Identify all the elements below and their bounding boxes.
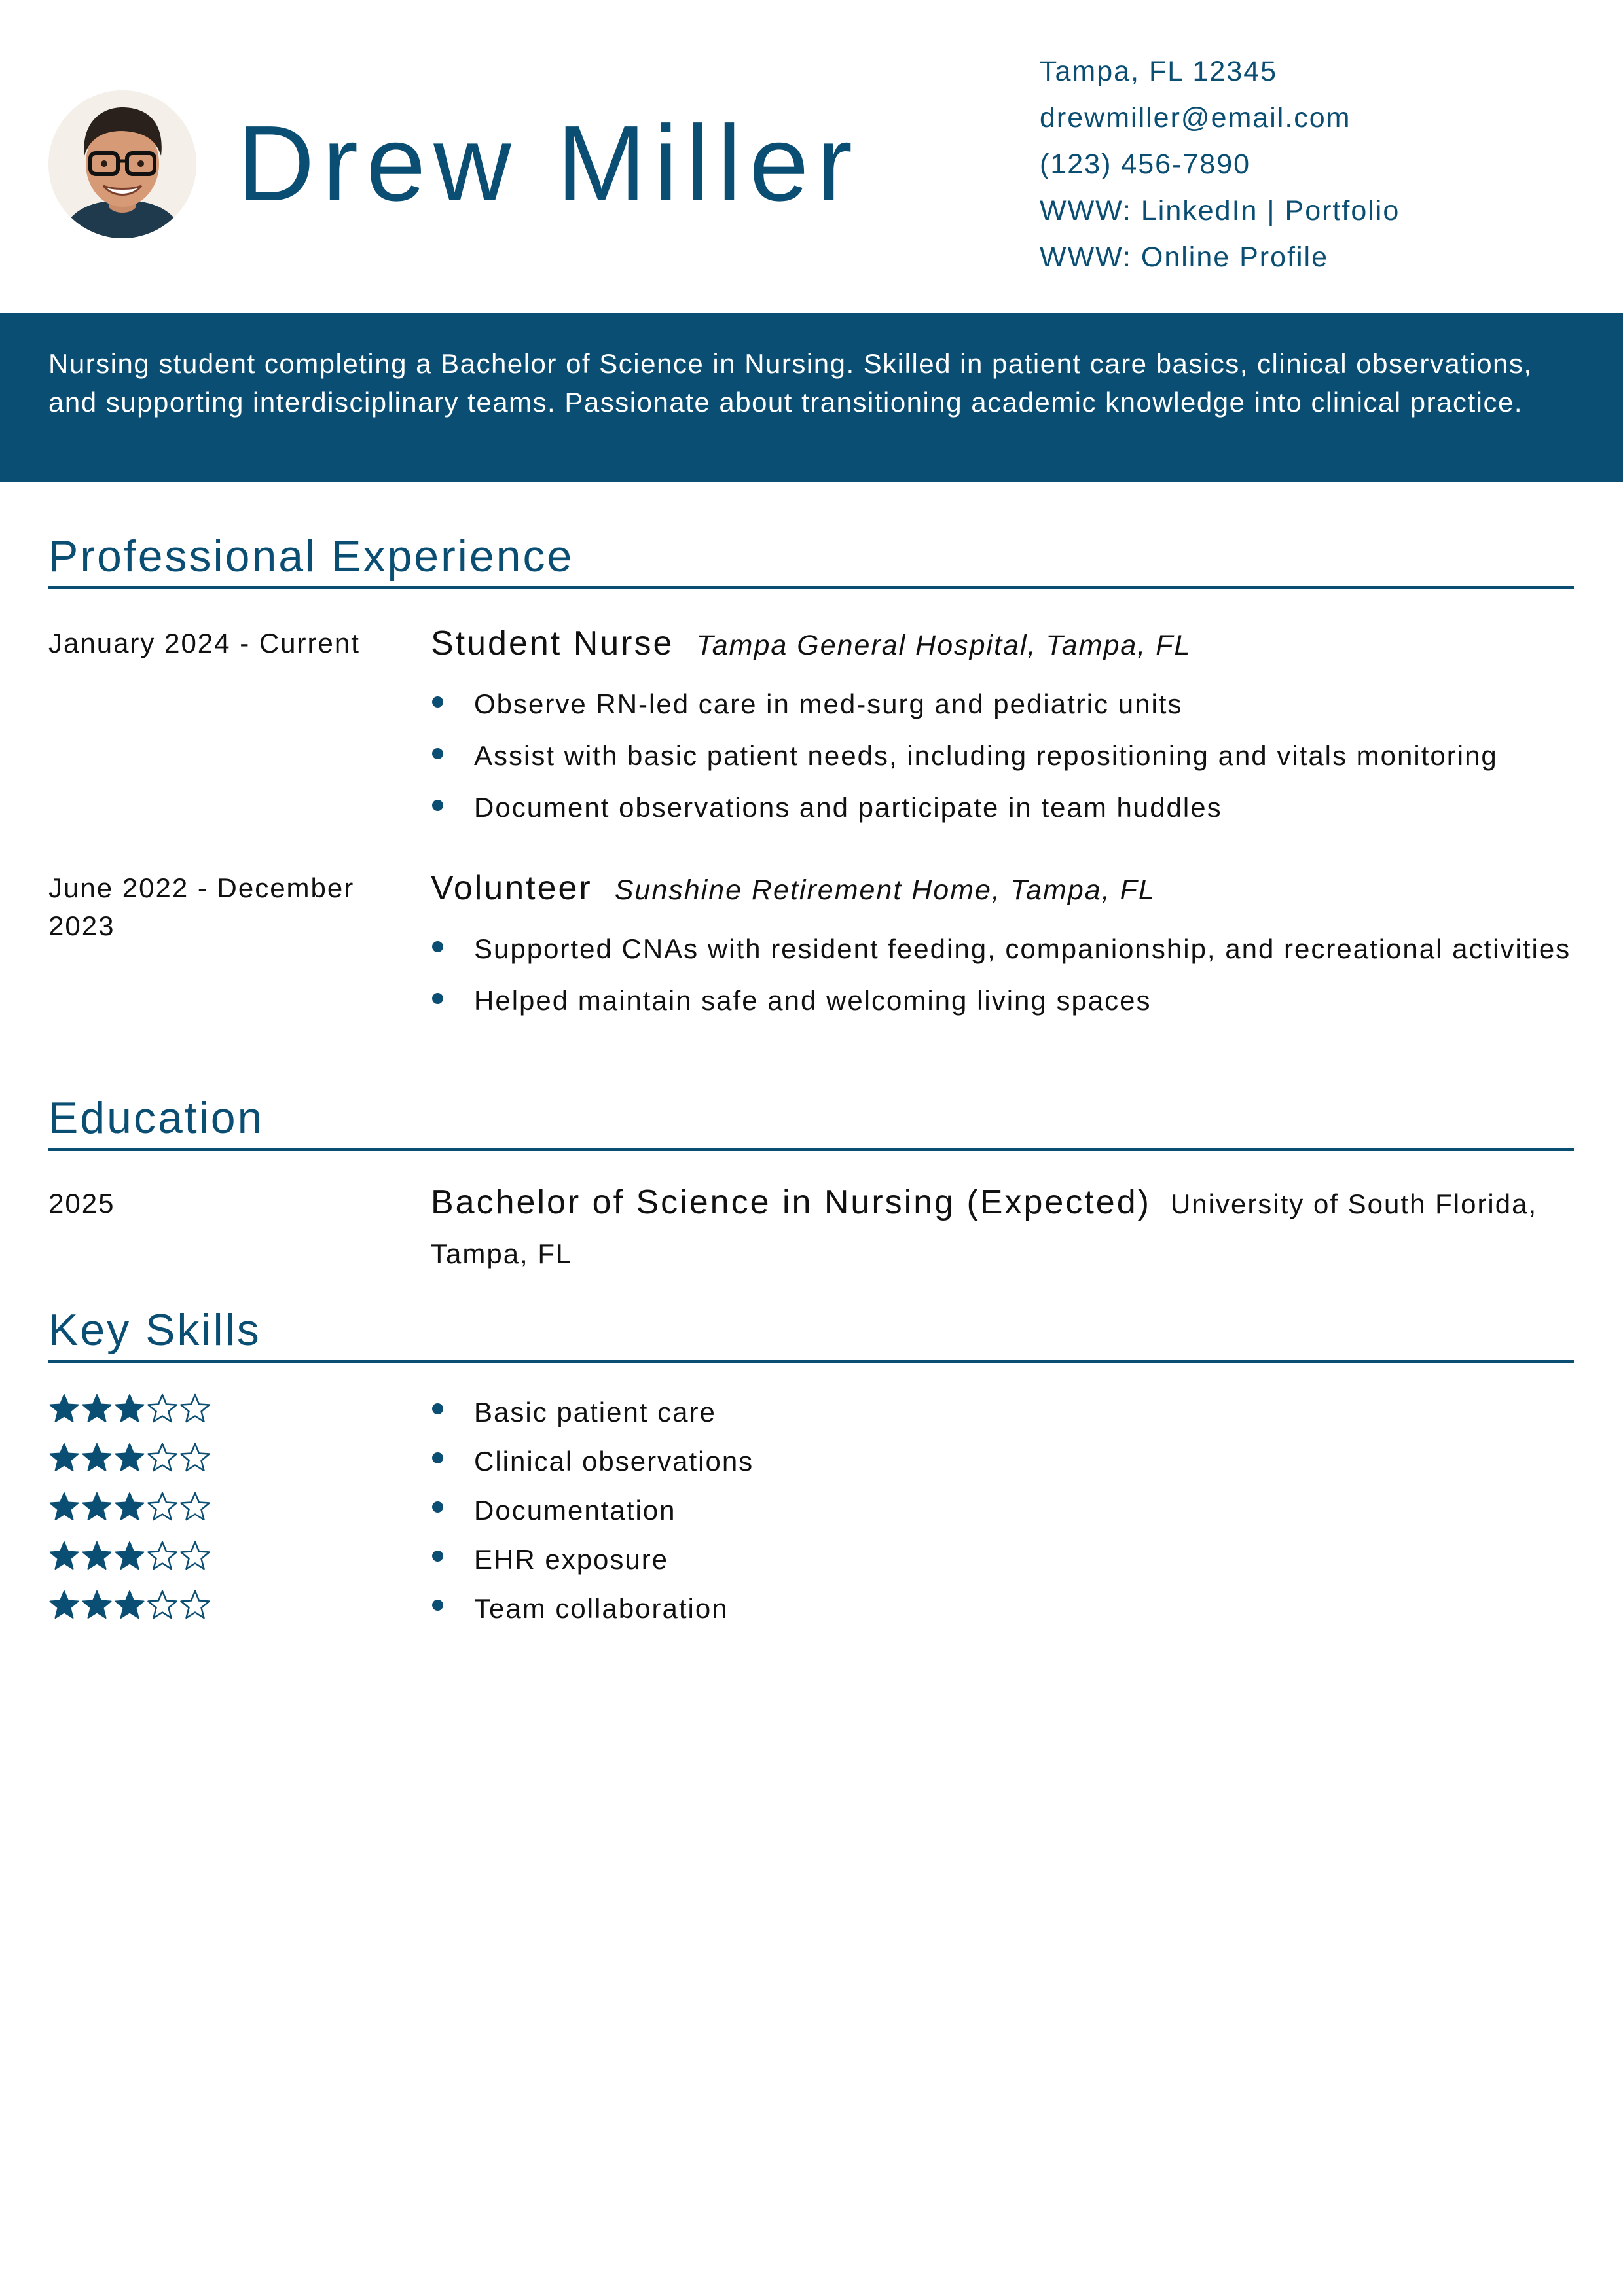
section-title-skills: Key Skills: [48, 1301, 1574, 1363]
contact-online-profile[interactable]: WWW: Online Profile: [1040, 242, 1328, 273]
star-empty-icon: [179, 1393, 211, 1424]
job-dates: January 2024 - Current: [48, 628, 360, 658]
star-empty-icon: [147, 1393, 178, 1424]
star-empty-icon: [147, 1491, 178, 1522]
star-empty-icon: [179, 1491, 211, 1522]
job-organization: Sunshine Retirement Home, Tampa, FL: [614, 874, 1156, 906]
skill-label: Clinical observations: [431, 1442, 754, 1481]
summary-text: Nursing student completing a Bachelor of Science in Nursing. Skilled in patient care basics, clinical observations, and supporting interdisciplinary teams. Passionate about transitioning academic knowledge into clinical practice.: [48, 348, 1533, 418]
school-location: Tampa, FL: [431, 1238, 573, 1269]
job-title: Student Nurse: [431, 624, 674, 662]
list-item: Helped maintain safe and welcoming living spaces: [431, 982, 1574, 1020]
job-organization: Tampa General Hospital, Tampa, FL: [696, 630, 1192, 661]
education-heading: [431, 1179, 1574, 1274]
star-filled-icon: [48, 1589, 80, 1621]
contact-links[interactable]: WWW: LinkedIn | Portfolio: [1040, 195, 1400, 226]
job-heading: [431, 864, 1574, 921]
list-item: Observe RN-led care in med-surg and pediatric units: [431, 685, 1574, 723]
job-bullets: [431, 930, 1574, 1020]
education-details: [431, 1185, 1574, 1274]
star-filled-icon: [114, 1491, 145, 1522]
skill-row: [48, 1589, 1574, 1638]
star-empty-icon: [147, 1442, 178, 1473]
star-empty-icon: [147, 1589, 178, 1621]
star-filled-icon: [81, 1393, 113, 1424]
star-filled-icon: [114, 1589, 145, 1621]
job-details: [431, 869, 1574, 1033]
skill-rating: [48, 1442, 212, 1473]
star-empty-icon: [179, 1589, 211, 1621]
list-item: Document observations and participate in team huddles: [431, 789, 1574, 827]
skill-label: Documentation: [431, 1491, 676, 1530]
job-details: [431, 624, 1574, 840]
star-empty-icon: [147, 1540, 178, 1571]
star-filled-icon: [48, 1491, 80, 1522]
profile-photo: [48, 90, 196, 238]
job-heading: [431, 619, 1574, 676]
resume-header: [0, 0, 1623, 313]
job-title: Volunteer: [431, 869, 593, 907]
skill-rating: [48, 1393, 212, 1424]
skill-row: [48, 1540, 1574, 1589]
skill-label: EHR exposure: [431, 1540, 668, 1579]
contact-phone[interactable]: (123) 456-7890: [1040, 149, 1251, 180]
skill-rating: [48, 1491, 212, 1522]
skills-list: [48, 1393, 1574, 1638]
skill-label: Basic patient care: [431, 1393, 716, 1432]
star-filled-icon: [48, 1442, 80, 1473]
star-filled-icon: [114, 1540, 145, 1571]
contact-info: [1040, 51, 1603, 283]
summary-band: [0, 313, 1623, 482]
education-year: 2025: [48, 1188, 115, 1219]
school: University of South Florida,: [1170, 1189, 1538, 1219]
list-item: Supported CNAs with resident feeding, companionship, and recreational activities: [431, 930, 1574, 968]
skill-row: [48, 1491, 1574, 1540]
contact-email[interactable]: drewmiller@email.com: [1040, 102, 1351, 134]
star-filled-icon: [81, 1589, 113, 1621]
skill-rating: [48, 1540, 212, 1571]
star-filled-icon: [81, 1540, 113, 1571]
list-item: Assist with basic patient needs, including repositioning and vitals monitoring: [431, 737, 1574, 775]
job-dates: June 2022 - December 2023: [48, 872, 355, 941]
star-filled-icon: [81, 1442, 113, 1473]
star-filled-icon: [48, 1393, 80, 1424]
star-filled-icon: [81, 1491, 113, 1522]
star-empty-icon: [179, 1540, 211, 1571]
section-title-education: Education: [48, 1089, 1574, 1151]
skill-label: Team collaboration: [431, 1589, 729, 1628]
degree: Bachelor of Science in Nursing (Expected): [431, 1183, 1151, 1221]
section-title-experience: Professional Experience: [48, 528, 1574, 589]
star-filled-icon: [114, 1442, 145, 1473]
candidate-name: Drew Miller: [237, 103, 860, 223]
job-bullets: [431, 685, 1574, 827]
star-filled-icon: [114, 1393, 145, 1424]
star-empty-icon: [179, 1442, 211, 1473]
skill-row: [48, 1442, 1574, 1491]
star-filled-icon: [48, 1540, 80, 1571]
skill-rating: [48, 1589, 212, 1621]
portrait-image: [48, 90, 196, 238]
contact-address: Tampa, FL 12345: [1040, 56, 1278, 87]
skill-row: [48, 1393, 1574, 1442]
